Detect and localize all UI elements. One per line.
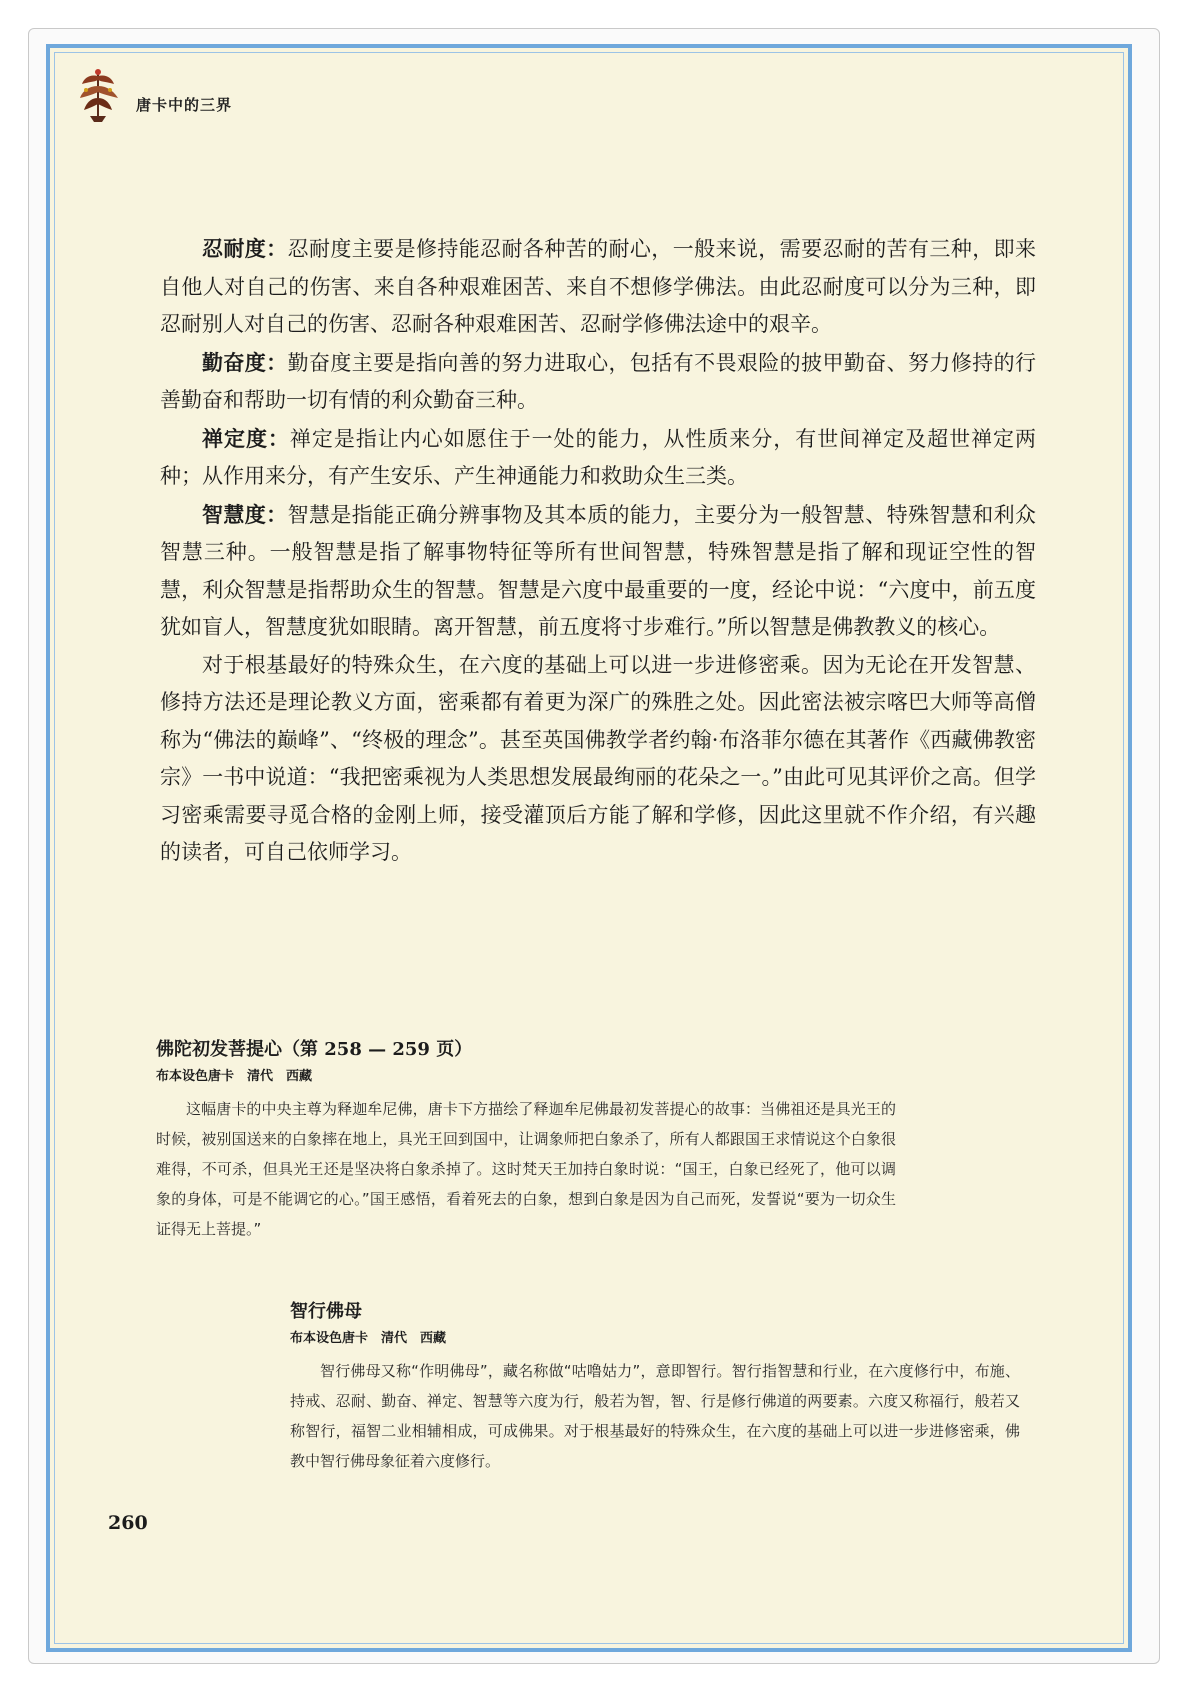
paragraph-forbearance	[160, 230, 1036, 344]
caption-title: 佛陀初发菩提心（第 258 — 259 页）	[156, 1039, 473, 1060]
paragraph-text: 禅定是指让内心如愿住于一处的能力，从性质来分，有世间禅定及超世禅定两种；从作用来分，有产生安乐、产生神通能力和救助众生三类。	[160, 426, 1037, 488]
caption-title: 智行佛母	[290, 1301, 362, 1322]
paragraph-text: 对于根基最好的特殊众生，在六度的基础上可以进一步进修密乘。因为无论在开发智慧、修持方法还是理论教义方面，密乘都有着更为深广的殊胜之处。因此密法被宗喀巴大师等高僧称为“佛法的巅峰”、“终极的理念”。甚至英国佛教学者约翰·布洛菲尔德在其著作《西藏佛教密宗》一书中说道：“我把密乘视为人类思想发展最绚丽的花朵之一。”由此可见其评价之高。但学习密乘需要寻觅合格的金刚上师，接受灌顶后方能了解和学修，因此这里就不作介绍，有兴趣的读者，可自己依师学习。	[160, 652, 1036, 864]
caption-text: 智行佛母又称“作明佛母”，藏名称做“咕噜姑力”，意即智行。智行指智慧和行业，在六度修行中，布施、持戒、忍耐、勤奋、禅定、智慧等六度为行，般若为智，智、行是修行佛道的两要素。六度又称福行，般若又称智行，福智二业相辅相成，可成佛果。对于根基最好的特殊众生，在六度的基础上可以进一步进修密乘，佛教中智行佛母象征着六度修行。	[290, 1362, 1020, 1470]
term-label: 忍耐度：	[202, 236, 288, 261]
paragraph-vajrayana	[160, 647, 1036, 872]
paragraph-text: 勤奋度主要是指向善的努力进取心，包括有不畏艰险的披甲勤奋、努力修持的行善勤奋和帮助一切有情的利众勤奋三种。	[160, 350, 1037, 412]
caption-subtitle: 布本设色唐卡 清代 西藏	[290, 1331, 447, 1346]
caption-buddha-bodhicitta	[156, 1035, 896, 1244]
paragraph-meditation	[160, 420, 1036, 496]
paragraph-text: 忍耐度主要是修持能忍耐各种苦的耐心，一般来说，需要忍耐的苦有三种，即来自他人对自己的伤害、来自各种艰难困苦、来自不想修学佛法。由此忍耐度可以分为三种，即忍耐别人对自己的伤害、忍耐各种艰难困苦、忍耐学修佛法途中的艰辛。	[160, 237, 1037, 336]
paragraph-diligence	[160, 344, 1036, 420]
caption-text: 这幅唐卡的中央主尊为释迦牟尼佛，唐卡下方描绘了释迦牟尼佛最初发菩提心的故事：当佛祖还是具光王的时候，被别国送来的白象摔在地上，具光王回到国中，让调象师把白象杀了，所有人都跟国王求情说这个白象很难得，不可杀，但具光王还是坚决将白象杀掉了。这时梵天王加持白象时说：“国王，白象已经死了，他可以调象的身体，可是不能调它的心。”国王感悟，看着死去的白象，想到白象是因为自己而死，发誓说“要为一切众生证得无上菩提。”	[156, 1100, 896, 1238]
running-title: 唐卡中的三界	[136, 96, 233, 114]
paragraph-text: 智慧是指能正确分辨事物及其本质的能力，主要分为一般智慧、特殊智慧和利众智慧三种。一般智慧是指了解事物特征等所有世间智慧，特殊智慧是指了解和现证空性的智慧，利众智慧是指帮助众生的智慧。智慧是六度中最重要的一度，经论中说：“六度中，前五度犹如盲人，智慧度犹如眼睛。离开智慧，前五度将寸步难行。”所以智慧是佛教教义的核心。	[160, 502, 1037, 639]
term-label: 智慧度：	[202, 501, 288, 527]
term-label: 禅定度：	[202, 425, 290, 451]
paragraph-wisdom	[160, 496, 1036, 647]
caption-vidya-mother	[290, 1297, 1020, 1476]
page-number: 260	[108, 1512, 148, 1534]
ornament-logo-icon	[76, 66, 122, 122]
caption-subtitle: 布本设色唐卡 清代 西藏	[156, 1069, 313, 1084]
term-label: 勤奋度：	[202, 349, 288, 375]
main-text	[160, 230, 1036, 872]
